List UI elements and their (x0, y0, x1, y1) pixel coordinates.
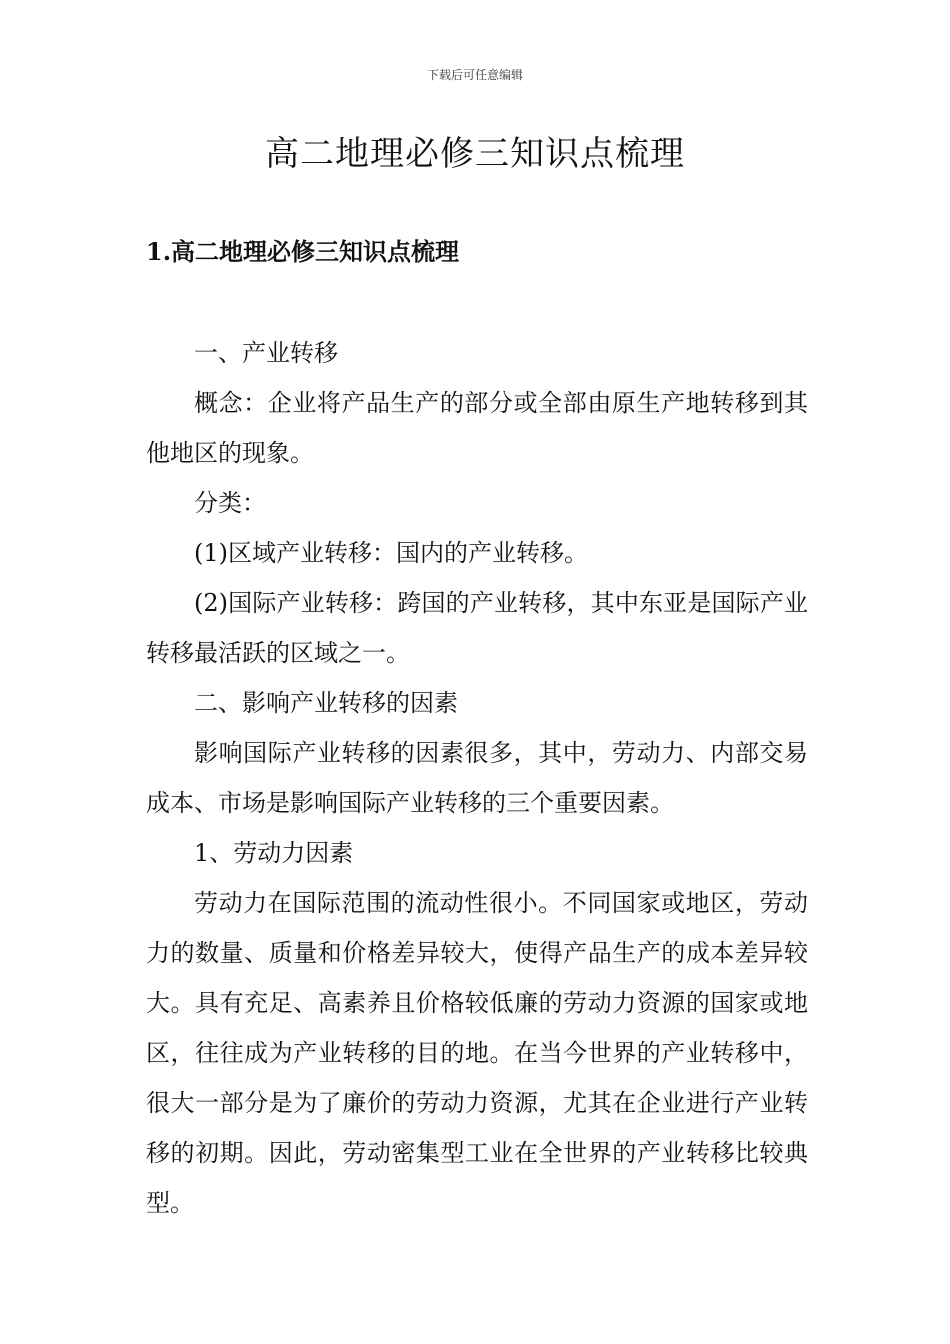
paragraph-factors-overview: 影响国际产业转移的因素很多，其中，劳动力、内部交易成本、市场是影响国际产业转移的三个重要因素。 (146, 739, 808, 817)
document-title: 高二地理必修三知识点梳理 (265, 134, 685, 174)
document-body (146, 328, 808, 1228)
paragraph-labor-factor: 劳动力在国际范围的流动性很小。不同国家或地区，劳动力的数量、质量和价格差异较大，使得产品生产的成本差异较大。具有充足、高素养且价格较低廉的劳动力资源的国家或地区，往往成为产业转移的目的地。在当今世界的产业转移中，很大一部分是为了廉价的劳动力资源，尤其在企业进行产业转移的初期。因此，劳动密集型工业在全世界的产业转移比较典型。 (146, 889, 808, 1217)
paragraph-international-transfer: (2)国际产业转移：跨国的产业转移，其中东亚是国际产业转移最活跃的区域之一。 (146, 589, 808, 667)
paragraph-concept: 概念：企业将产品生产的部分或全部由原生产地转移到其他地区的现象。 (146, 389, 808, 467)
heading-industry-transfer: 一、产业转移 (194, 339, 338, 367)
paragraph-regional-transfer: (1)区域产业转移：国内的产业转移。 (194, 539, 588, 567)
heading-labor-factor: 1、劳动力因素 (194, 839, 354, 867)
section-heading: 1.高二地理必修三知识点梳理 (146, 237, 460, 266)
header-note: 下载后可任意编辑 (426, 68, 523, 82)
paragraph-classification: 分类： (194, 489, 266, 517)
heading-influencing-factors: 二、影响产业转移的因素 (194, 689, 458, 717)
